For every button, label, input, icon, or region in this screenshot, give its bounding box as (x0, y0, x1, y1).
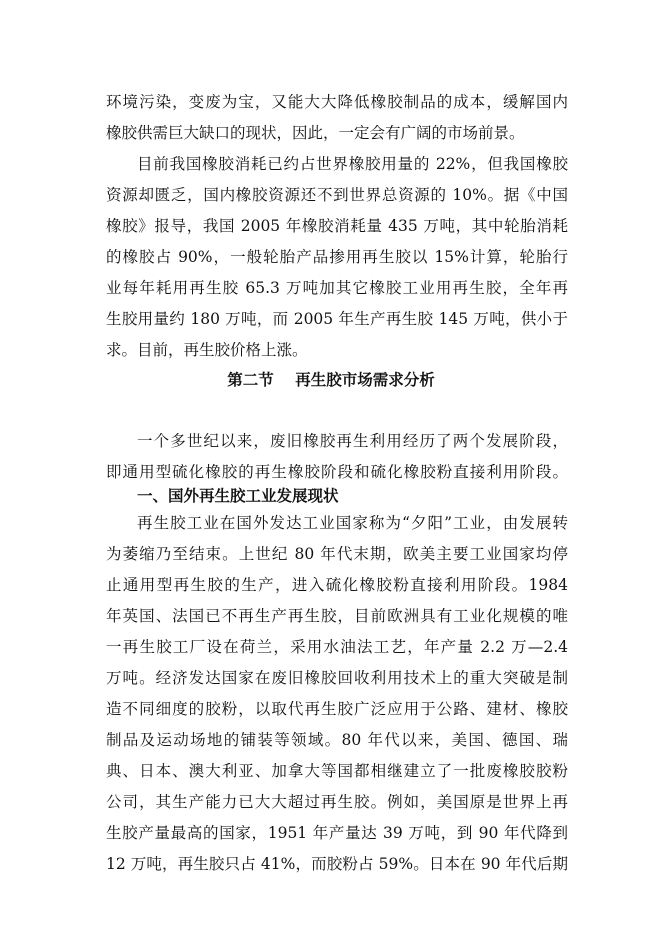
paragraph-4-line: 止通用型再生胶的生产，进入硫化橡胶粉直接利用阶段。1984 (106, 576, 568, 594)
paragraph-4-line: 再生胶工业在国外发达工业国家称为“夕阳”工业，由发展转 (137, 514, 568, 532)
paragraph-2-line: 业每年耗用再生胶 65.3 万吨加其它橡胶工业用再生胶，全年再 (106, 279, 568, 297)
paragraph-1-line: 橡胶供需巨大缺口的现状，因此，一定会有广阔的市场前景。 (106, 124, 525, 142)
paragraph-2-line: 生胶用量约 180 万吨，而 2005 年生产再生胶 145 万吨，供小于 (106, 310, 568, 328)
paragraph-2-line: 资源却匮乏，国内橡胶资源还不到世界总资源的 10%。据《中国 (106, 186, 568, 204)
paragraph-2-line: 求。目前，再生胶价格上涨。 (106, 341, 308, 359)
subheading: 一、国外再生胶工业发展现状 (137, 486, 339, 505)
paragraph-4-line: 制品及运动场地的铺装等领域。80 年代以来，美国、德国、瑞 (106, 731, 568, 749)
paragraph-4-line: 万吨。经济发达国家在废旧橡胶回收利用技术上的重大突破是制 (106, 669, 568, 687)
paragraph-4-line: 年英国、法国已不再生产再生胶，目前欧洲具有工业化规模的唯 (106, 607, 568, 625)
paragraph-4-line: 典、日本、澳大利亚、加拿大等国都相继建立了一批废橡胶胶粉 (106, 762, 568, 780)
paragraph-3-line: 一个多世纪以来，废旧橡胶再生利用经历了两个发展阶段， (137, 432, 568, 450)
paragraph-2-line: 的橡胶占 90%，一般轮胎产品掺用再生胶以 15%计算，轮胎行 (106, 248, 568, 266)
paragraph-4-line: 为萎缩乃至结束。上世纪 80 年代末期，欧美主要工业国家均停 (106, 545, 568, 563)
paragraph-4-line: 公司，其生产能力已大大超过再生胶。例如，美国原是世界上再 (106, 793, 568, 811)
paragraph-2-line: 橡胶》报导，我国 2005 年橡胶消耗量 435 万吨，其中轮胎消耗 (106, 217, 568, 235)
paragraph-4-line: 12 万吨，再生胶只占 41%，而胶粉占 59%。日本在 90 年代后期 (106, 855, 568, 873)
paragraph-2-line: 目前我国橡胶消耗已约占世界橡胶用量的 22%，但我国橡胶 (137, 155, 568, 173)
paragraph-3-line: 即通用型硫化橡胶的再生橡胶阶段和硫化橡胶粉直接利用阶段。 (106, 463, 568, 481)
paragraph-4-line: 生胶产量最高的国家，1951 年产量达 39 万吨，到 90 年代降到 (106, 824, 568, 842)
section-title: 第二节 再生胶市场需求分析 (227, 370, 435, 389)
paragraph-4-line: 造不同细度的胶粉，以取代再生胶广泛应用于公路、建材、橡胶 (106, 700, 568, 718)
paragraph-1-line: 环境污染，变废为宝，又能大大降低橡胶制品的成本，缓解国内 (106, 93, 568, 111)
paragraph-4-line: 一再生胶工厂设在荷兰，采用水油法工艺，年产量 2.2 万—2.4 (106, 638, 568, 656)
